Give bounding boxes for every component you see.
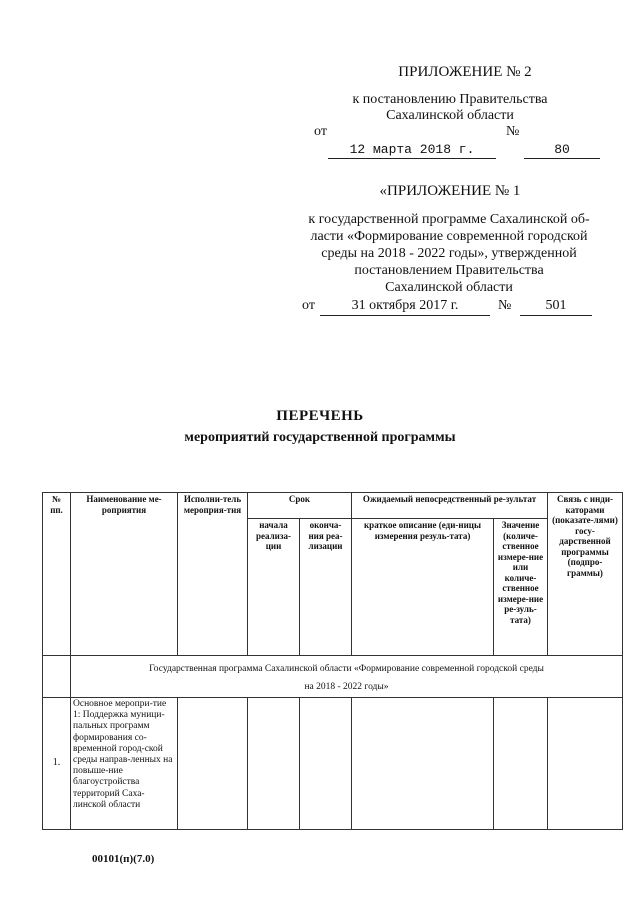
- header-term-start: начала реализа-ции: [248, 519, 300, 656]
- annex1-line5: Сахалинской области: [385, 280, 513, 295]
- program-title-line1: Государственная программа Сахалинской области «Формирование современной городской среды: [149, 664, 544, 674]
- row1-start: [248, 698, 300, 830]
- annex2-line1: к постановлению Правительства: [352, 92, 548, 107]
- row1-end: [300, 698, 352, 830]
- header-executor: Исполни-тель мероприя-тия: [178, 493, 248, 656]
- row1-executor: [178, 698, 248, 830]
- header-term-end: оконча-ния реа-лизации: [300, 519, 352, 656]
- header-num: № пп.: [43, 493, 71, 656]
- annex1-line2: ласти «Формирование современной городской: [310, 229, 588, 244]
- annex1-line3: среды на 2018 - 2022 годы», утвержденной: [321, 246, 577, 261]
- row1-result-value: [494, 698, 548, 830]
- header-term: Срок: [248, 493, 352, 519]
- annex1-from-label: от: [302, 298, 315, 313]
- program-title-line2: на 2018 - 2022 годы»: [304, 682, 389, 692]
- header-result-value: Значение (количе-ственное измере-ние или количе-ственное измере-ние ре-зуль-тата): [494, 519, 548, 656]
- document-subtitle: мероприятий государственной программы: [184, 430, 456, 445]
- annex2-number-field: 80: [524, 142, 600, 159]
- annex1-line1: к государственной программе Сахалинской об-: [308, 212, 590, 227]
- annex1-line4: постановлением Правительства: [354, 263, 544, 278]
- annex2-title: ПРИЛОЖЕНИЕ № 2: [398, 64, 532, 80]
- annex1-date-field: 31 октября 2017 г.: [320, 298, 490, 316]
- header-link: Связь с инди-каторами (показате-лями) госу-дарственной программы (подпро-граммы): [548, 493, 623, 656]
- annex1-title: «ПРИЛОЖЕНИЕ № 1: [379, 183, 521, 199]
- row1-result-desc: [352, 698, 494, 830]
- measures-table: [42, 492, 623, 830]
- annex1-number-field: 501: [520, 298, 592, 316]
- footer-code: 00101(п)(7.0): [92, 853, 155, 865]
- row1-num: 1.: [43, 698, 71, 830]
- header-result: Ожидаемый непосредственный ре-зультат: [352, 493, 548, 519]
- annex2-date-field: 12 марта 2018 г.: [328, 142, 496, 159]
- row1-name: Основное меропри-тие 1: Поддержка муници-пальных программ формирования со-временной город-ской среды направ-ленных на повыше-ние благоустройства территорий Саха-линской области: [71, 698, 178, 830]
- document-title: ПЕРЕЧЕНЬ: [276, 408, 364, 424]
- program-row: [43, 656, 623, 698]
- program-title-cell: [71, 656, 623, 698]
- annex2-num-label: №: [506, 124, 520, 139]
- program-row-num-cell: [43, 656, 71, 698]
- annex1-num-label: №: [498, 298, 512, 313]
- header-name: Наименование ме-роприятия: [71, 493, 178, 656]
- annex2-line2: Сахалинской области: [386, 108, 514, 123]
- table-row: [43, 698, 623, 830]
- annex2-from-label: от: [314, 124, 327, 139]
- header-result-desc: краткое описание (еди-ницы измерения резуль-тата): [352, 519, 494, 656]
- row1-link: [548, 698, 623, 830]
- table-header-row: [43, 493, 623, 519]
